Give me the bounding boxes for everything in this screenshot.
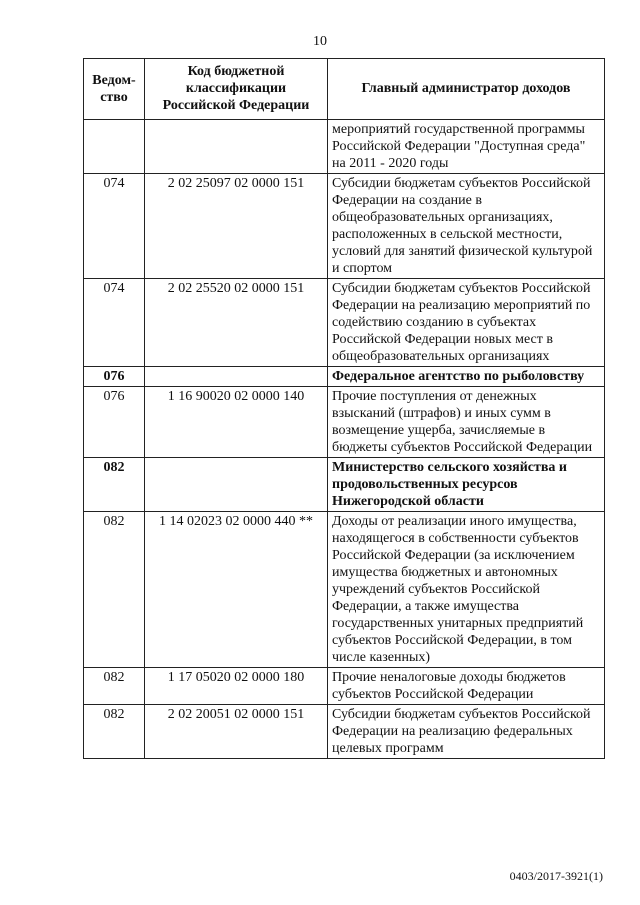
- cell-name: Прочие неналоговые доходы бюджетов субъектов Российской Федерации: [328, 668, 605, 705]
- cell-code: 1 17 05020 02 0000 180: [145, 668, 328, 705]
- cell-code: 1 14 02023 02 0000 440 **: [145, 512, 328, 668]
- cell-dept: 082: [84, 512, 145, 668]
- table-row-agency: [84, 458, 605, 512]
- cell-name: Федеральное агентство по рыболовству: [328, 367, 605, 387]
- cell-name: Доходы от реализации иного имущества, находящегося в собственности субъектов Российской Федерации (за исключением имущества бюджетных и автономных учреждений субъектов Российской Федерации, а также имущества государственных унитарных предприятий субъектов Российской Федерации, в том числе казенных): [328, 512, 605, 668]
- cell-code: [145, 120, 328, 174]
- header-dept: Ведом-ство: [84, 59, 145, 120]
- cell-code: [145, 367, 328, 387]
- cell-dept: 076: [84, 367, 145, 387]
- table-row: [84, 279, 605, 367]
- page-number: 10: [313, 34, 327, 49]
- cell-code: 2 02 20051 02 0000 151: [145, 705, 328, 759]
- table-row-agency: [84, 367, 605, 387]
- cell-dept: 074: [84, 279, 145, 367]
- table-row: [84, 705, 605, 759]
- cell-code: [145, 458, 328, 512]
- cell-name: мероприятий государственной программы Российской Федерации "Доступная среда" на 2011 - 2020 годы: [328, 120, 605, 174]
- cell-dept: 082: [84, 458, 145, 512]
- cell-code: 1 16 90020 02 0000 140: [145, 387, 328, 458]
- cell-dept: 076: [84, 387, 145, 458]
- cell-name: Субсидии бюджетам субъектов Российской Федерации на реализацию мероприятий по содействию созданию в субъектах Российской Федерации новых мест в общеобразовательных организациях: [328, 279, 605, 367]
- cell-dept: 082: [84, 705, 145, 759]
- cell-dept: [84, 120, 145, 174]
- cell-dept: 074: [84, 174, 145, 279]
- table-row: [84, 512, 605, 668]
- cell-name: Субсидии бюджетам субъектов Российской Федерации на создание в общеобразовательных организациях, расположенных в сельской местности, условий для занятий физической культурой и спортом: [328, 174, 605, 279]
- header-code: Код бюджетной классификации Российской Федерации: [145, 59, 328, 120]
- header-admin: Главный администратор доходов: [328, 59, 605, 120]
- cell-name: Субсидии бюджетам субъектов Российской Федерации на реализацию федеральных целевых программ: [328, 705, 605, 759]
- document-reference: 0403/2017-3921(1): [509, 869, 603, 883]
- table-row: [84, 387, 605, 458]
- cell-code: 2 02 25520 02 0000 151: [145, 279, 328, 367]
- cell-name: Министерство сельского хозяйства и продовольственных ресурсов Нижегородской области: [328, 458, 605, 512]
- revenue-administrators-table: [83, 58, 605, 759]
- cell-code: 2 02 25097 02 0000 151: [145, 174, 328, 279]
- table-header-row: [84, 59, 605, 120]
- table-row: [84, 120, 605, 174]
- cell-dept: 082: [84, 668, 145, 705]
- cell-name: Прочие поступления от денежных взысканий (штрафов) и иных сумм в возмещение ущерба, зачисляемые в бюджеты субъектов Российской Федерации: [328, 387, 605, 458]
- table-row: [84, 668, 605, 705]
- table-row: [84, 174, 605, 279]
